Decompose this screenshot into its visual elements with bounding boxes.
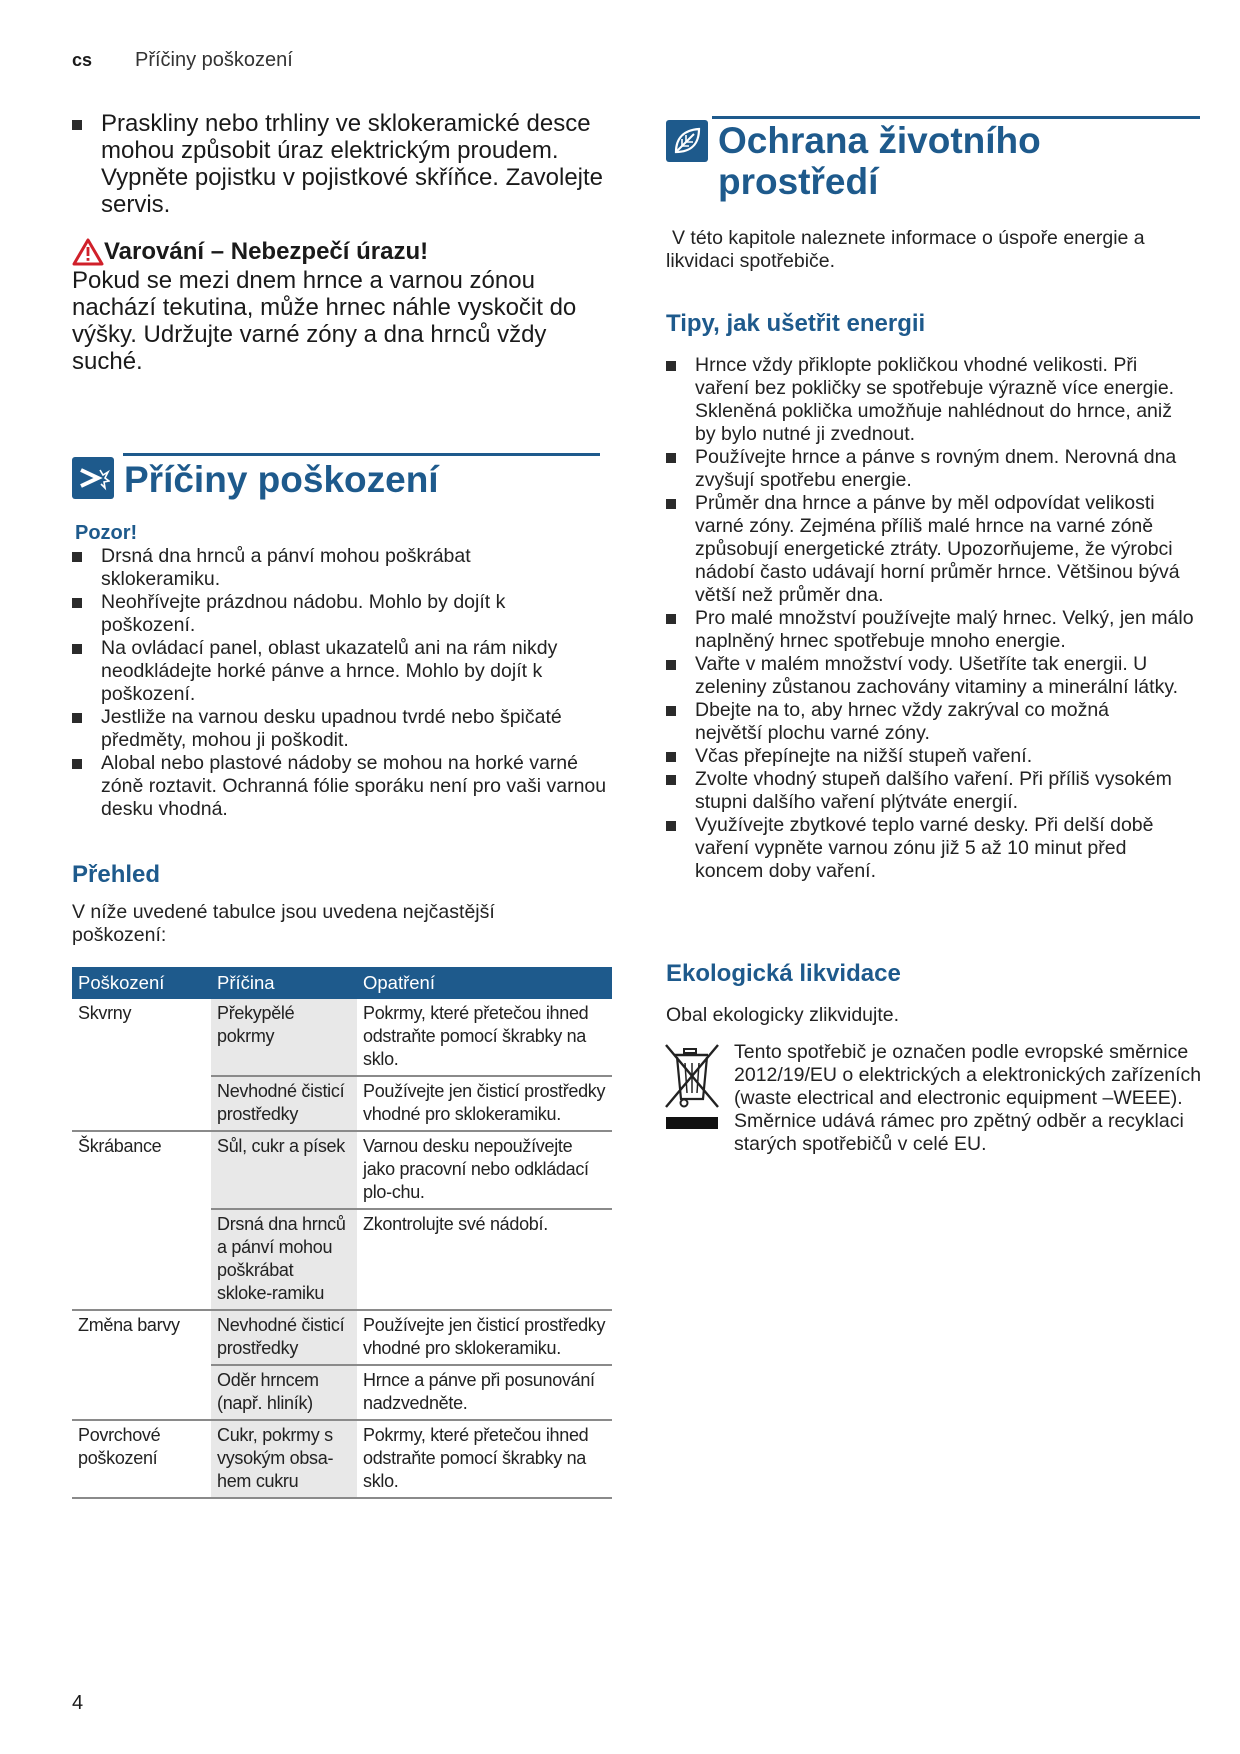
list-item: Používejte hrnce a pánve s rovným dnem. Nerovná dna zvyšují spotřebu energie. (666, 446, 1196, 492)
cell-cause: Cukr, pokrmy s vysokým obsa-hem cukru (211, 1420, 357, 1498)
cell-cause: Oděr hrncem (např. hliník) (211, 1365, 357, 1420)
table-row (72, 1420, 612, 1498)
damage-section-title: Příčiny poškození (124, 459, 439, 500)
cell-cause: Drsná dna hrnců a pánví mohou poškrábat skloke-ramiku (211, 1209, 357, 1310)
environment-intro (666, 227, 1200, 273)
environment-intro-text: V této kapitole naleznete informace o úspoře energie a likvidaci spotřebiče. (666, 227, 1145, 272)
overview-block (72, 861, 612, 947)
cell-damage (72, 1365, 211, 1420)
list-item: Pro malé množství používejte malý hrnec. Velký, jen málo naplněný hrnec spotřebuje mnoho energie. (666, 607, 1196, 653)
warning-text: Pokud se mezi dnem hrnce a varnou zónou nachází tekutina, může hrnec náhle vyskočit do výšky. Udržujte varné zóny a dna hrnců vždy suché. (72, 267, 577, 375)
disposal-text-block (734, 1041, 1204, 1156)
intro-block (72, 110, 612, 218)
cell-action: Pokrmy, které přetečou ihned odstraňte pomocí škrabky na sklo. (357, 1420, 612, 1498)
caution-list (72, 545, 607, 821)
damage-icon (72, 457, 114, 499)
warning-triangle-icon (72, 238, 104, 266)
cell-action: Zkontrolujte své nádobí. (357, 1209, 612, 1310)
damage-section-header (72, 453, 600, 500)
list-item: Drsná dna hrnců a pánví mohou poškrábat sklokeramiku. (72, 545, 521, 591)
cell-cause: Nevhodné čisticí prostředky (211, 1310, 357, 1365)
cell-cause: Sůl, cukr a písek (211, 1131, 357, 1209)
page-number: 4 (72, 1692, 84, 1714)
column-header-cause: Příčina (211, 967, 357, 999)
cell-action: Používejte jen čisticí prostředky vhodné pro sklokeramiku. (357, 1076, 612, 1131)
disposal-text: Tento spotřebič je označen podle evropské směrnice 2012/19/EU o elektrických a elektronických zařízeních (waste electrical and electronic equipment –WEEE). Směrnice udává rámec pro zpětný odběr a recyklaci starých spotřebičů v celé EU. (734, 1041, 1202, 1155)
column-header-damage: Poškození (72, 967, 211, 999)
cell-action: Varnou desku nepoužívejte jako pracovní nebo odkládací plo-chu. (357, 1131, 612, 1209)
list-item: Na ovládací panel, oblast ukazatelů ani na rám nikdy neodkládejte horké pánve a hrnce. Mohlo by dojít k poškození. (72, 637, 607, 706)
overview-text: V níže uvedené tabulce jsou uvedena nejčastější poškození: (72, 901, 495, 946)
list-item: Využívejte zbytkové teplo varné desky. Při delší době vaření vypněte varnou zónu již 5 až 10 minut před koncem doby vaření. (666, 814, 1196, 883)
cell-cause: Překypělé pokrmy (211, 999, 357, 1076)
intro-list (72, 110, 612, 218)
cell-action: Pokrmy, které přetečou ihned odstraňte pomocí škrabky na sklo. (357, 999, 612, 1076)
disposal-intro: Obal ekologicky zlikvidujte. (666, 1004, 900, 1026)
overview-title: Přehled (72, 861, 161, 888)
warning-block (72, 238, 612, 375)
cell-damage (72, 1076, 211, 1131)
tips-list (666, 354, 1196, 883)
running-header-title: Příčiny poškození (135, 49, 293, 71)
leaf-icon (666, 120, 708, 162)
table-row (72, 1131, 612, 1209)
disposal-block (666, 960, 1200, 1027)
section-rule (123, 453, 600, 456)
language-code: cs (72, 50, 93, 70)
disposal-title: Ekologická likvidace (666, 960, 901, 987)
environment-section-title: Ochrana životního prostředí (718, 120, 1041, 202)
cell-damage (72, 1209, 211, 1310)
table-row (72, 1365, 612, 1420)
weee-bin-icon (664, 1043, 722, 1131)
cell-damage: Změna barvy (78, 1315, 180, 1335)
environment-section-header (666, 116, 1200, 202)
section-rule (712, 116, 1200, 119)
cell-action: Hrnce a pánve při posunování nadzvedněte. (357, 1365, 612, 1420)
cell-action: Používejte jen čisticí prostředky vhodné pro sklokeramiku. (357, 1310, 612, 1365)
list-item: Neohřívejte prázdnou nádobu. Mohlo by dojít k poškození. (72, 591, 541, 637)
caution-block (72, 522, 612, 821)
warning-title: Varování – Nebezpečí úrazu! (104, 238, 429, 265)
damage-table (72, 967, 612, 1499)
list-item: Průměr dna hrnce a pánve by měl odpovídat velikosti varné zóny. Zejména příliš malé hrnce na varné zóně způsobují energetické ztráty. Upozorňujeme, že výrobci nádobí často udávají horní průměr hrnce. Většinou bývá větší než průměr dna. (666, 492, 1196, 607)
list-item: Praskliny nebo trhliny ve sklokeramické desce mohou způsobit úraz elektrickým proudem. Vypněte pojistku v pojistkové skříňce. Zavolejte servis. (72, 110, 611, 218)
cell-damage: Skvrny (78, 1003, 132, 1023)
list-item: Alobal nebo plastové nádoby se mohou na horké varné zóně roztavit. Ochranná fólie sporáku není pro vaši varnou desku vhodná. (72, 752, 607, 821)
column-header-action: Opatření (357, 967, 612, 999)
list-item: Hrnce vždy přiklopte pokličkou vhodné velikosti. Při vaření bez pokličky se spotřebuje výrazně více energie. Skleněná poklička umožňuje nahlédnout do hrnce, aniž by bylo nutné ji zvednout. (666, 354, 1196, 446)
cell-damage: Povrchové poškození (72, 1420, 211, 1498)
caution-label: Pozor! (75, 522, 138, 544)
list-item: Vařte v malém množství vody. Ušetříte tak energii. U zeleniny zůstanou zachovány vitaminy a minerální látky. (666, 653, 1196, 699)
table-row (72, 999, 612, 1076)
table-row (72, 1076, 612, 1131)
tips-block (666, 310, 1200, 883)
cell-damage: Škrábance (78, 1136, 162, 1156)
list-item: Dbejte na to, aby hrnec vždy zakrýval co možná největší plochu varné zóny. (666, 699, 1175, 745)
list-item: Zvolte vhodný stupeň dalšího vaření. Při příliš vysokém stupni dalšího vaření plýtváte energií. (666, 768, 1175, 814)
list-item: Jestliže na varnou desku upadnou tvrdé nebo špičaté předměty, mohou ji poškodit. (72, 706, 571, 752)
damage-table-wrapper (72, 967, 612, 1499)
table-row (72, 1209, 612, 1310)
table-row (72, 1310, 612, 1365)
table-header-row (72, 967, 612, 999)
cell-cause: Nevhodné čisticí prostředky (211, 1076, 357, 1131)
tips-title: Tipy, jak ušetřit energii (666, 310, 926, 337)
list-item: Včas přepínejte na nižší stupeň vaření. (666, 745, 1196, 768)
